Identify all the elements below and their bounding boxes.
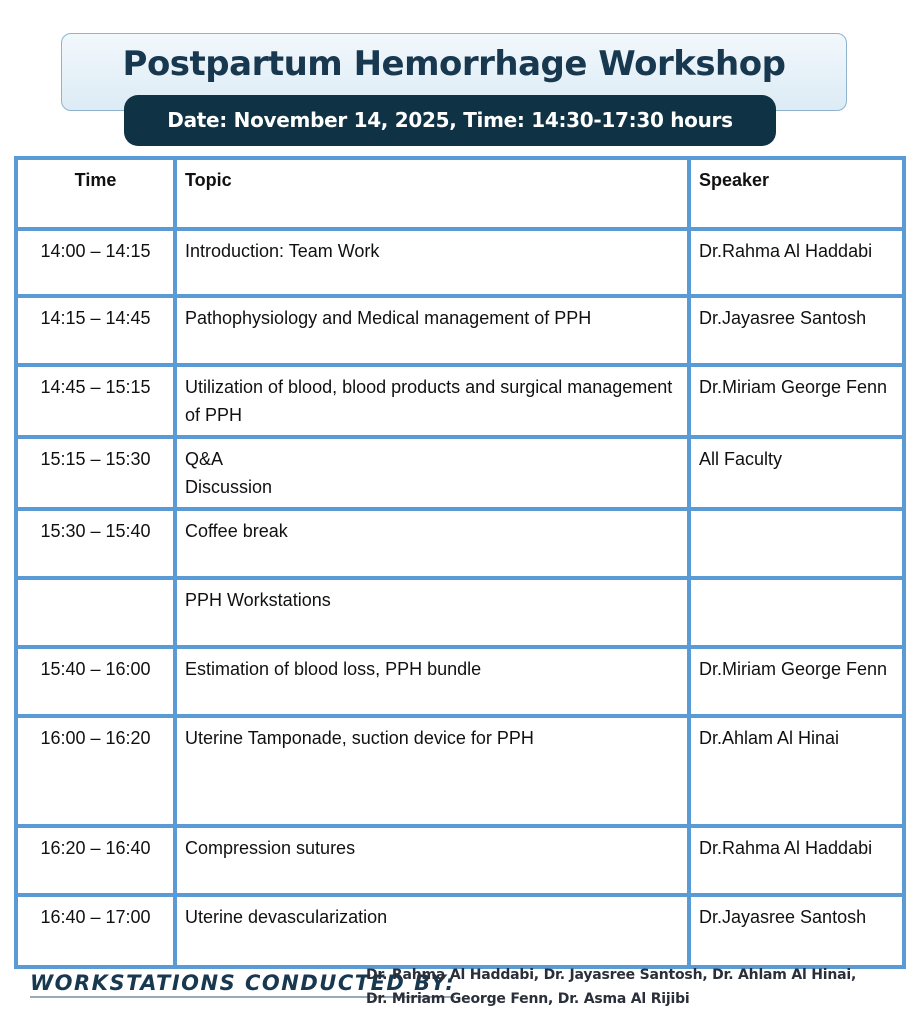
table-row [16, 509, 904, 578]
topic-cell: Compression sutures [175, 826, 689, 895]
topic-cell: Coffee break [175, 509, 689, 578]
speaker-cell: Dr.Rahma Al Haddabi [689, 826, 904, 895]
time-cell: 14:15 – 14:45 [16, 296, 175, 365]
faculty-names-line-1: Dr. Rahma Al Haddabi, Dr. Jayasree Santosh, Dr. Ahlam Al Hinai, [366, 967, 857, 983]
page-title: Postpartum Hemorrhage Workshop [122, 44, 786, 84]
time-cell: 14:00 – 14:15 [16, 229, 175, 296]
speaker-cell: Dr.Miriam George Fenn [689, 365, 904, 437]
time-cell: 16:20 – 16:40 [16, 826, 175, 895]
table-header-row [16, 158, 904, 229]
speaker-cell: Dr.Jayasree Santosh [689, 296, 904, 365]
time-cell: 15:15 – 15:30 [16, 437, 175, 509]
faculty-names-line-2: Dr. Miriam George Fenn, Dr. Asma Al Rijibi [366, 991, 690, 1007]
topic-cell: Estimation of blood loss, PPH bundle [175, 647, 689, 716]
workstations-label: WORKSTATIONS CONDUCTED BY: [30, 971, 455, 998]
speaker-cell [689, 578, 904, 647]
workstation-faculty-list [366, 963, 906, 1011]
time-cell: 14:45 – 15:15 [16, 365, 175, 437]
topic-cell: Uterine Tamponade, suction device for PPH [175, 716, 689, 826]
table-row [16, 895, 904, 967]
schedule-table [14, 156, 906, 969]
column-header-time: Time [16, 158, 175, 229]
table-row [16, 647, 904, 716]
date-time-banner: Date: November 14, 2025, Time: 14:30-17:30 hours [124, 95, 776, 146]
time-cell: 15:30 – 15:40 [16, 509, 175, 578]
speaker-cell [689, 509, 904, 578]
table-row [16, 437, 904, 509]
table-row [16, 296, 904, 365]
table-row [16, 826, 904, 895]
column-header-speaker: Speaker [689, 158, 904, 229]
time-cell [16, 578, 175, 647]
table-row [16, 578, 904, 647]
column-header-topic: Topic [175, 158, 689, 229]
table-row [16, 365, 904, 437]
table-row [16, 716, 904, 826]
speaker-cell: Dr.Miriam George Fenn [689, 647, 904, 716]
speaker-cell: Dr.Ahlam Al Hinai [689, 716, 904, 826]
speaker-cell: All Faculty [689, 437, 904, 509]
time-cell: 16:00 – 16:20 [16, 716, 175, 826]
speaker-cell: Dr.Jayasree Santosh [689, 895, 904, 967]
time-cell: 15:40 – 16:00 [16, 647, 175, 716]
topic-cell: Pathophysiology and Medical management of PPH [175, 296, 689, 365]
time-cell: 16:40 – 17:00 [16, 895, 175, 967]
topic-cell: Uterine devascularization [175, 895, 689, 967]
speaker-cell: Dr.Rahma Al Haddabi [689, 229, 904, 296]
topic-cell: Utilization of blood, blood products and surgical management of PPH [175, 365, 689, 437]
topic-cell: Introduction: Team Work [175, 229, 689, 296]
table-row [16, 229, 904, 296]
topic-cell: PPH Workstations [175, 578, 689, 647]
topic-cell: Q&A Discussion [175, 437, 689, 509]
